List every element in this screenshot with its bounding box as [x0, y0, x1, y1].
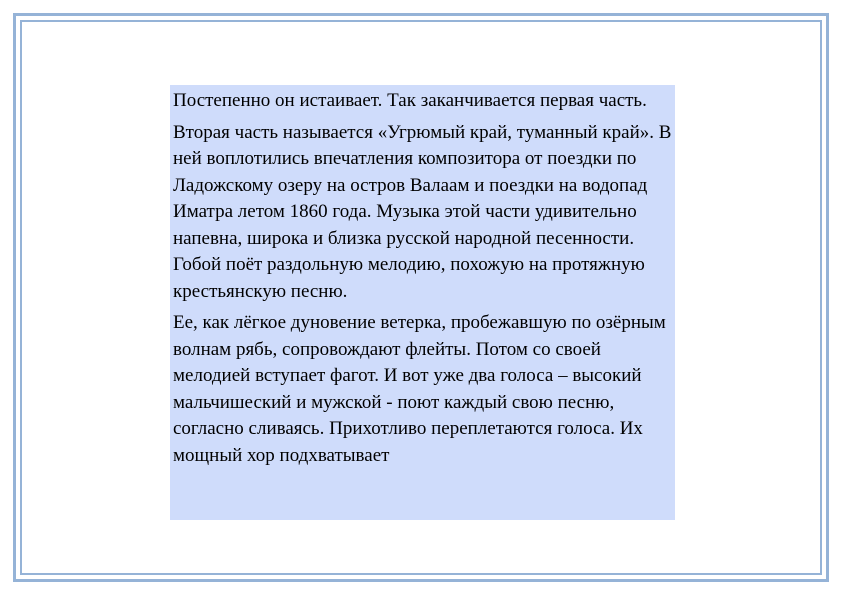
paragraph-3: Ее, как лёгкое дуновение ветерка, пробежавшую по озёрным волнам рябь, сопровождают флейты. Потом со своей мелодией вступает фагот. И вот уже два голоса – высокий мальчишеский и мужской - поют каждый свою песню, согласно сливаясь. Прихотливо переплетаются голоса. Их мощный хор подхватывает: [173, 312, 666, 466]
text-block: [170, 85, 675, 520]
paragraph-1: Постепенно он истаивает. Так заканчивается первая часть.: [173, 90, 647, 111]
paragraph-2: Вторая часть называется «Угрюмый край, туманный край». В ней воплотились впечатления композитора от поездки по Ладожскому озеру на остров Валаам и поездки на водопад Иматра летом 1860 года. Музыка этой части удивительно напевна, широка и близка русской народной песенности. Гобой поёт раздольную мелодию, похожую на протяжную крестьянскую песню.: [173, 121, 672, 302]
